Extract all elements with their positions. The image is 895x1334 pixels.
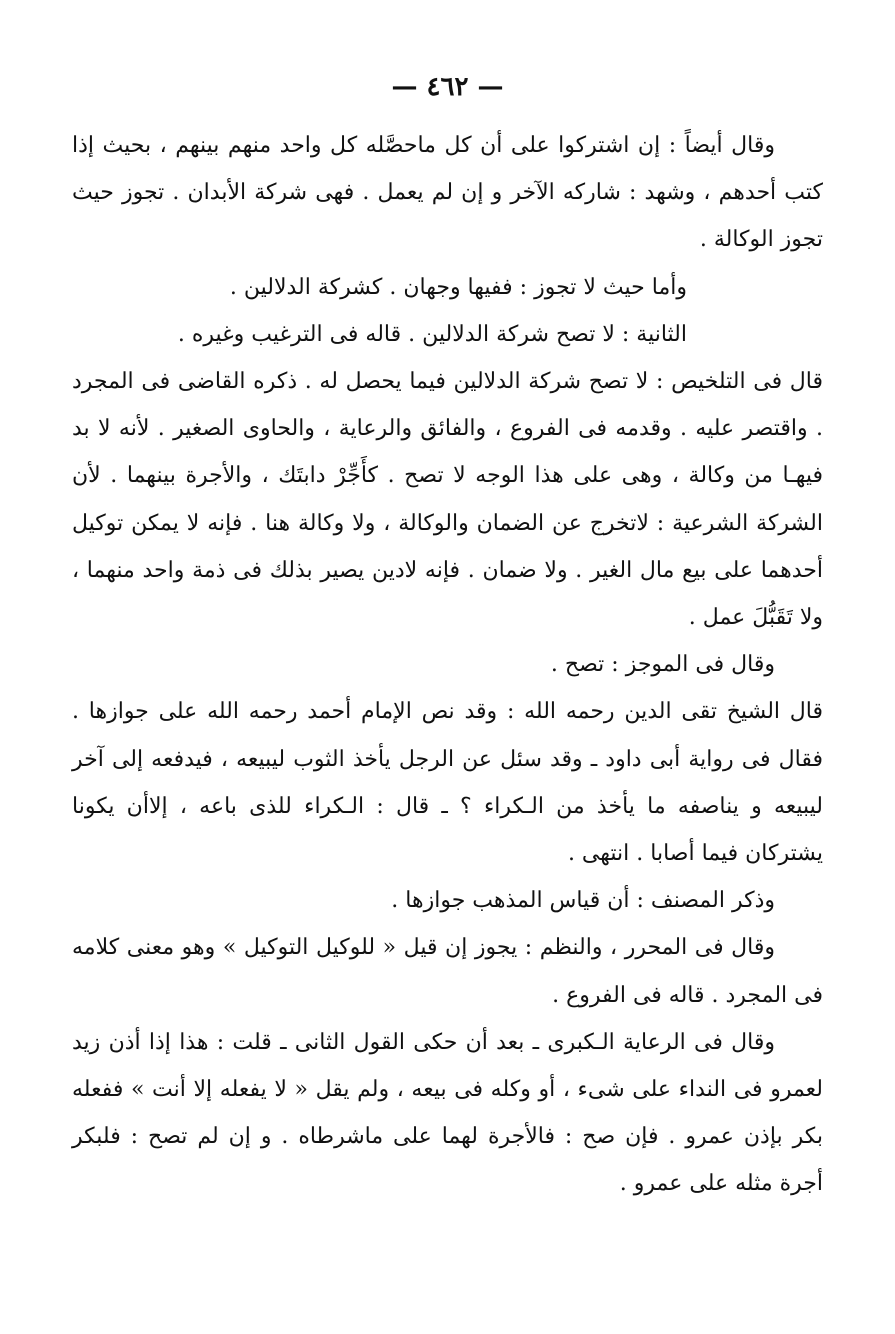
page-number: — ٤٦٢ —	[391, 72, 504, 102]
paragraph-muharrar: وقال فى المحرر ، والنظم : يجوز إن قيل « للوكيل التوكيل » وهو معنى كلامه فى المجرد . قاله فى الفروع .	[72, 935, 823, 1008]
page-body	[72, 122, 823, 1208]
paragraph-riaya-kubra: وقال فى الرعاية الـكبرى ـ بعد أن حكى القول الثانى ـ قلت : هذا إذا أذن زيد لعمرو فى النداء على شىء ، أو وكله فى بيعه ، ولم يقل « لا يفعله إلا أنت » ففعله بكر بإذن عمرو . فإن صح : فالأجرة لهما على ماشرطاه . و إن لم تصح : فلبكر أجرة مثله على عمرو .	[72, 1029, 823, 1197]
paragraph-second-issue: الثانية : لا تصح شركة الدلالين . قاله فى الترغيب وغيره .	[177, 321, 687, 347]
paragraph-partnership-of-bodies: وقال أيضاً : إن اشتركوا على أن كل ماحصَّله كل واحد منهم بينهم ، بحيث إذا كتب أحدهم ، وشهد : شاركه الآخر و إن لم يعمل . فهى شركة الأبدان . تجوز حيث تجوز الوكالة .	[72, 133, 823, 253]
paragraph-musannif: وذكر المصنف : أن قياس المذهب جوازها .	[391, 888, 775, 914]
paragraph-taqi-al-din: قال الشيخ تقى الدين رحمه الله : وقد نص الإمام أحمد رحمه الله على جوازها . فقال فى رواية أبى داود ـ وقد سئل عن الرجل يأخذ الثوب ليبيعه ، فيدفعه إلى آخر ليبيعه و يناصفه ما يأخذ من الـكراء ؟ ـ قال : الـكراء للذى باعه ، إلاأن يكونا يشتركان فيما أصابا . انتهى .	[72, 699, 823, 867]
paragraph-where-not-permitted: وأما حيث لا تجوز : ففيها وجهان . كشركة الدلالين .	[229, 274, 687, 300]
paragraph-mujaz: وقال فى الموجز : تصح .	[550, 652, 775, 678]
paragraph-talkhis: قال فى التلخيص : لا تصح شركة الدلالين فيما يحصل له . ذكره القاضى فى المجرد . واقتصر عليه . وقدمه فى الفروع ، والفائق والرعاية ، والحاوى الصغير . لأنه لا بد فيهـا من وكالة ، وهى على هذا الوجه لا تصح . كأَجِّرْ دابتَك ، والأجرة بينهما . لأن الشركة الشرعية : لاتخرج عن الضمان والوكالة ، ولا وكالة هنا . فإنه لا يمكن توكيل أحدهما على بيع مال الغير . ولا ضمان . فإنه لادين يصير بذلك فى ذمة واحد منهما ، ولا تَقَبُّلَ عمل .	[72, 369, 823, 631]
